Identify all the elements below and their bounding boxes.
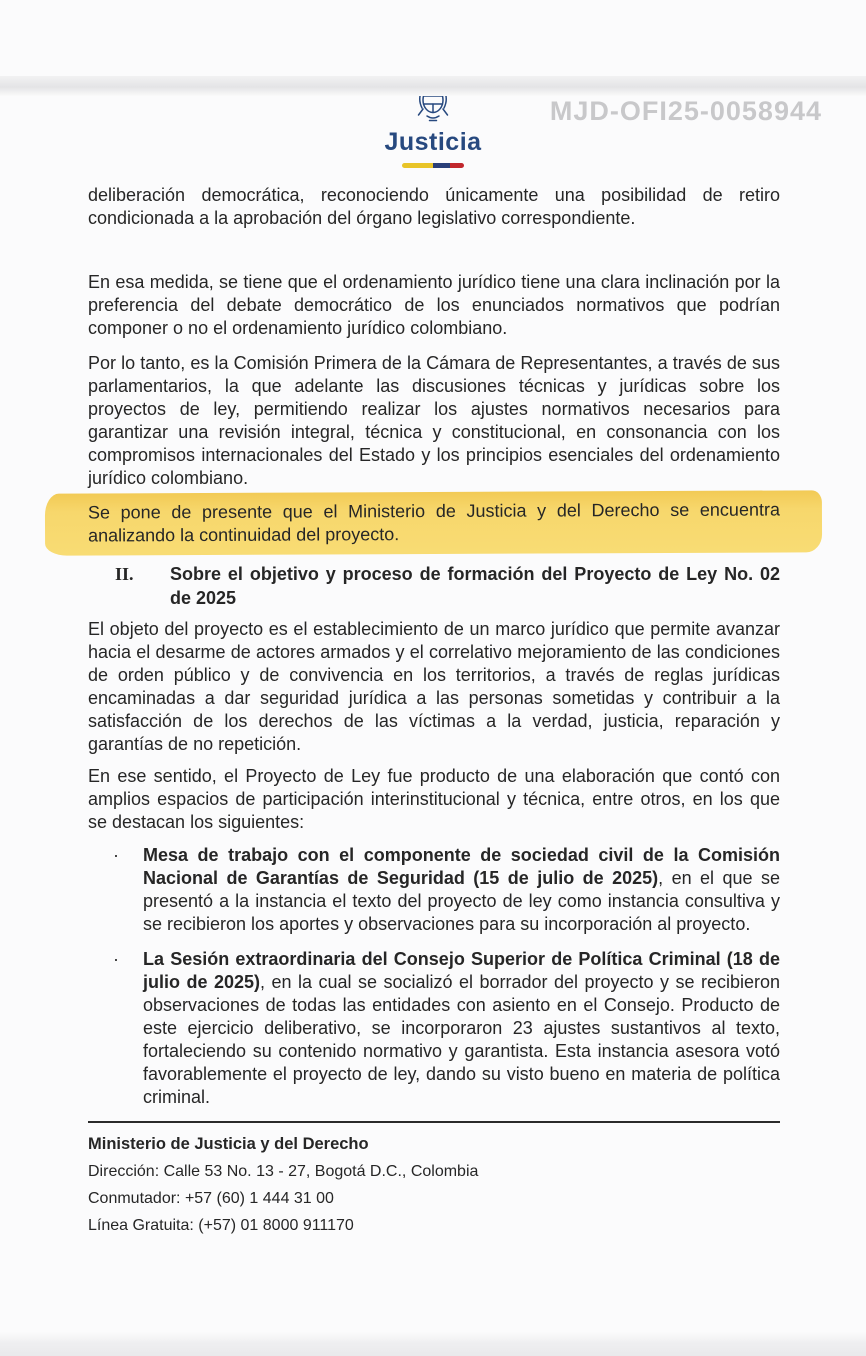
flag-yellow-segment [402,163,433,168]
bullet-marker: · [113,845,119,865]
page-edge-bottom [0,1332,866,1356]
bullet-rest: , en la cual se socializó el borrador del proyecto y se recibieron observaciones de todas las entidades con asiento en el Consejo. Producto de este ejercicio deliberativo, se incorporaron 23 ajustes sustantivos al texto, fortaleciendo su contenido normativo y garantista. Esta instancia asesora votó favorablemente el proyecto de ley, dando su visto bueno en materia de política criminal. [143,972,780,1107]
page-footer [88,1121,780,1239]
footer-organization: Ministerio de Justicia y del Derecho [88,1135,369,1153]
footer-divider [88,1121,780,1123]
highlighted-text: Se pone de presente que el Ministerio de Justicia y del Derecho se encuentra analizando la continuidad del proyecto. [87,499,780,546]
flag-red-segment [450,163,464,168]
bullet-item-mesa-de-trabajo [88,844,780,936]
highlighted-passage [45,490,822,555]
footer-toll-free: Línea Gratuita: (+57) 01 8000 911170 [88,1217,354,1234]
paragraph-en-ese-sentido: En ese sentido, el Proyecto de Ley fue producto de una elaboración que contó con amplios espacios de participación interinstitucional y técnica, entre otros, en los que se destacan los siguientes: [88,766,780,832]
letter-body [88,184,780,1109]
bullet-lead-bold: La Sesión extraordinaria del Consejo Superior de Política Criminal (18 de julio de 2025) [143,949,780,992]
paragraph-en-esa-medida: En esa medida, se tiene que el ordenamiento jurídico tiene una clara inclinación por la preferencia del debate democrático de los enunciados normativos que podrían componer o no el ordenamiento jurídico colombiano. [88,272,780,338]
reference-number: MJD-OFI25-0058944 [549,96,822,126]
flag-bar [402,163,464,168]
section-title: Sobre el objetivo y proceso de formación del Proyecto de Ley No. 02 de 2025 [170,564,780,608]
bullet-lead-bold: Mesa de trabajo con el componente de sociedad civil de la Comisión Nacional de Garantías de Seguridad (15 de julio de 2025) [143,845,780,888]
bullet-text [143,948,780,1109]
bullet-item-sesion-extraordinaria [88,948,780,1109]
paragraph-por-lo-tanto: Por lo tanto, es la Comisión Primera de la Cámara de Representantes, a través de sus parlamentarios, la que adelante las discusiones técnicas y jurídicas sobre los proyectos de ley, permitiendo realizar los ajustes normativos necesarios para garantizar una revisión integral, técnica y constitucional, en consonancia con los compromisos internacionales del Estado y los principios esenciales del ordenamiento jurídico colombiano. [88,353,780,488]
bullet-rest: , en el que se presentó a la instancia el texto del proyecto de ley como instancia consultiva y se recibieron los aportes y observaciones para su incorporación al proyecto. [143,868,780,934]
paragraph-objeto-del-proyecto: El objeto del proyecto es el establecimiento de un marco jurídico que permite avanzar hacia el desarme de actores armados y el correlativo mejoramiento de las condiciones de orden público y de convivencia en los territorios, a través de reglas jurídicas encaminadas a dar seguridad jurídica a las personas sometidas y contribuir a la satisfacción de los derechos de las víctimas a la verdad, justicia, reparación y garantías de no repetición. [88,619,780,754]
bullet-marker: · [113,949,119,969]
logo-wordmark: Justicia [384,128,482,156]
paragraph-deliberacion: deliberación democrática, reconociendo únicamente una posibilidad de retiro condicionada a la aprobación del órgano legislativo correspondiente. [88,185,780,228]
footer-address: Dirección: Calle 53 No. 13 - 27, Bogotá D.C., Colombia [88,1163,479,1180]
page-edge-top [0,76,866,96]
bullet-text [143,844,780,936]
section-numeral: II. [115,564,134,584]
footer-switchboard: Conmutador: +57 (60) 1 444 31 00 [88,1190,334,1207]
flag-blue-segment [433,163,450,168]
section-heading-ii [88,562,780,610]
